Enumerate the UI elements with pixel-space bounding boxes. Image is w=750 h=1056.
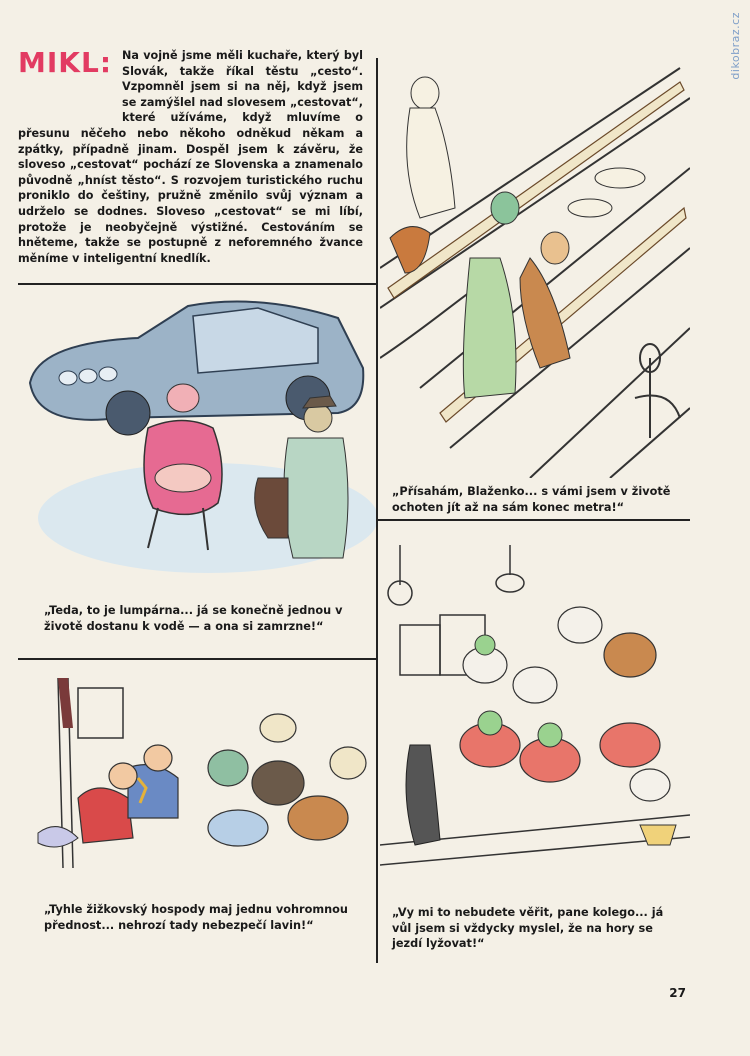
intro-text: Na vojně jsme měli kuchaře, který byl Slovák, takže říkal těstu „cesto“. Vzpomněl jsem si na něj, když jsem se zamýšlel nad slovesem „cestovat“, které užíváme, když mluvíme o přesunu něčeho nebo někoho odněkud někam a zpátky, případně jinam. Dospěl jsem k závěru, že sloveso „cestovat“ pochází ze Slovenska a znamenalo původně „hníst těsto“. S rozvojem turistického ruchu proniklo do češtiny, pružně změnilo svůj význam a udrželo se dodnes. Sloveso „cestovat“ se mi líbí, protože je neobyčejně výstižné. Cestováním se hněteme, takže se postupně z neforemného žvance měníme v inteligentní knedlík. [18, 49, 363, 265]
cartoon-restaurant [380, 545, 690, 885]
escalator-illustration [380, 58, 690, 478]
watermark: dikobraz.cz [729, 12, 742, 80]
restaurant-illustration [380, 545, 690, 885]
divider-left-top [18, 283, 376, 285]
frozen-car-illustration [18, 288, 376, 588]
caption-pub: „Tyhle žižkovský hospody maj jednu vohromnou přednost... nehrozí tady nebezpečí lavin!“ [44, 903, 348, 932]
cartoon-pub [18, 668, 376, 878]
pub-illustration [18, 668, 376, 878]
cartoon-escalator [380, 58, 690, 478]
speaker-title: MIKL: [18, 46, 113, 79]
column-divider [376, 58, 378, 963]
divider-right-mid [378, 519, 690, 521]
caption-restaurant: „Vy mi to nebudete věřit, pane kolego... já vůl jsem si vždycky myslel, že na hory se jezdí lyžovat!“ [392, 906, 664, 950]
divider-left-mid [18, 658, 376, 660]
caption-frozen-car: „Teda, to je lumpárna... já se konečně jednou v životě dostanu k vodě — a ona si zamrzne!“ [44, 604, 343, 633]
intro-block [18, 48, 363, 266]
cartoon-frozen-car [18, 288, 376, 588]
caption-escalator: „Přísahám, Blaženko... s vámi jsem v životě ochoten jít až na sám konec metra!“ [392, 485, 671, 514]
page-number: 27 [669, 986, 686, 1000]
